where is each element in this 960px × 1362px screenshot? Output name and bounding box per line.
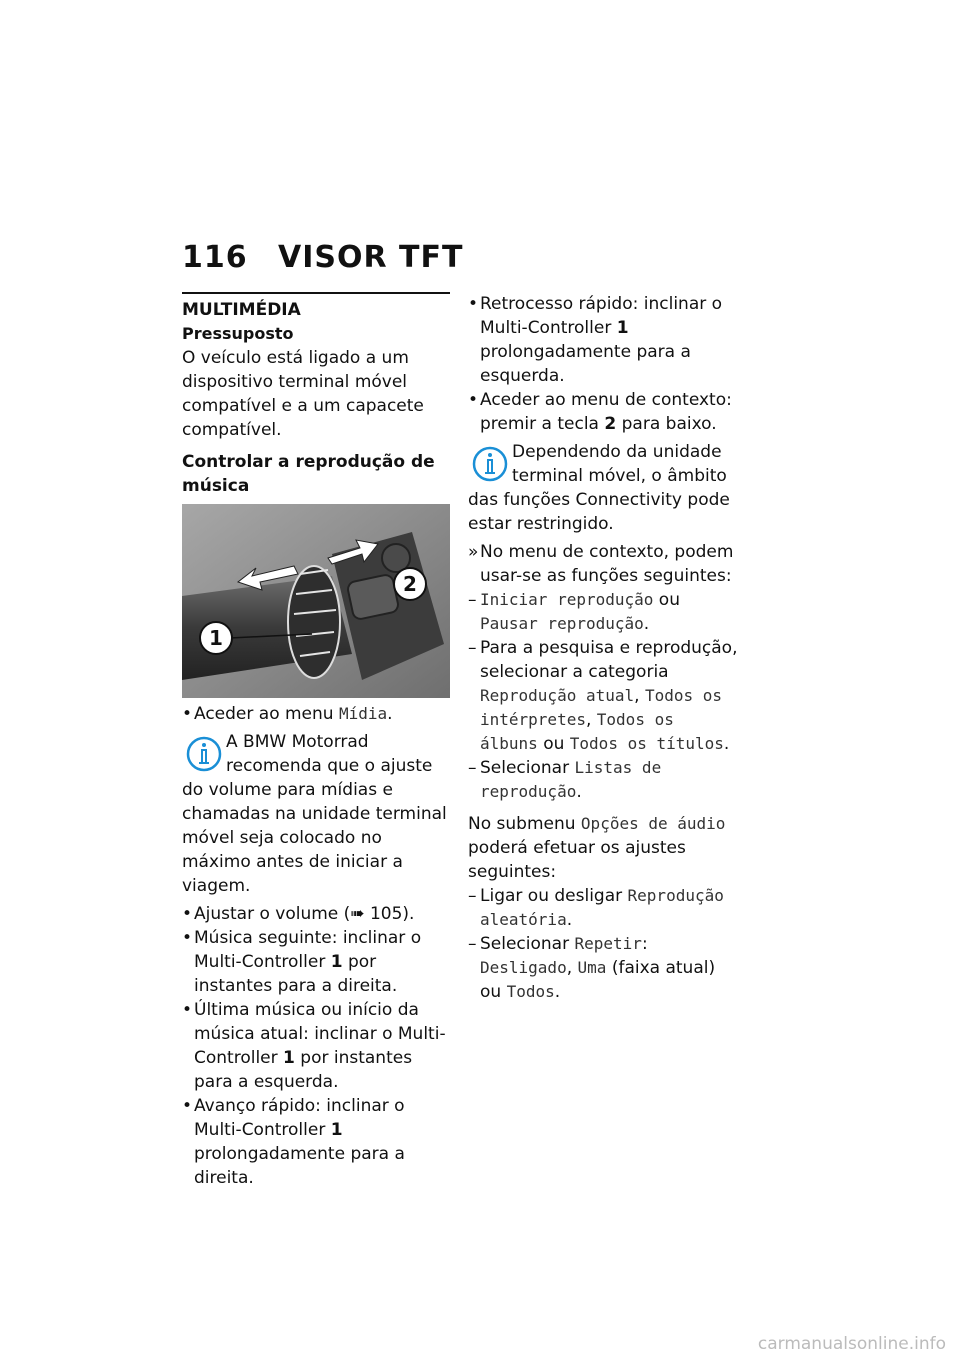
note-text: Dependendo da unidade terminal móvel, o âmbito das funções Connectivity pode estar restringido.: [468, 442, 730, 534]
right-column: [468, 292, 740, 1004]
bullet-icon: •: [468, 294, 479, 314]
watermark-footer: carmanualsonline.info: [757, 1334, 946, 1354]
info-icon: [468, 440, 508, 486]
menu-code: Reprodução aleatória: [480, 886, 724, 929]
prereq-title: Pressuposto: [182, 324, 294, 343]
dash-item: [468, 756, 740, 804]
control-title: Controlar a reprodução de música: [182, 452, 435, 496]
item-text: ou: [653, 590, 680, 610]
menu-code: Reprodução atual: [480, 686, 635, 705]
menu-code: Todos os títulos: [569, 734, 724, 753]
page-ref-arrow-icon: ➠: [350, 904, 365, 924]
list-item: [468, 388, 740, 436]
item-text: (faixa atual) ou: [480, 958, 716, 1002]
dash-item: [468, 932, 740, 1004]
controller-number: 1: [616, 318, 629, 338]
handlebar-controller-figure: [182, 504, 450, 698]
item-text: Para a pesquisa e reprodução, selecionar a categoria: [480, 638, 738, 682]
bullet-icon: •: [182, 704, 193, 724]
controller-number: 1: [330, 952, 343, 972]
dash-icon: –: [468, 758, 477, 778]
item-text: para baixo.: [616, 414, 717, 434]
info-note: [468, 440, 740, 536]
item-text: .: [643, 614, 650, 634]
menu-code: Uma: [577, 958, 607, 977]
item-text: Música seguinte: inclinar o Multi-Controller: [194, 928, 422, 972]
item-text: Aceder ao menu: [194, 704, 339, 724]
list-item: [182, 998, 450, 1094]
handlebar-illustration: [182, 504, 450, 698]
item-text: Última música ou início da música atual: inclinar o Multi-Controller: [194, 1000, 446, 1068]
dash-icon: –: [468, 934, 477, 954]
page-ref: 105: [369, 904, 403, 924]
item-text: .: [554, 982, 561, 1002]
menu-code: Opções de áudio: [580, 814, 726, 833]
controller-number: 1: [330, 1120, 343, 1140]
menu-code: Iniciar reprodução: [480, 590, 654, 609]
item-text: No menu de contexto, podem usar-se as funções seguintes:: [480, 542, 734, 586]
menu-code: Pausar reprodução: [480, 614, 644, 633]
page-header: [182, 240, 463, 275]
menu-code: Mídia: [338, 704, 388, 723]
item-text: .: [723, 734, 730, 754]
dash-icon: –: [468, 590, 477, 610]
result-item: [468, 540, 740, 588]
item-text: por instantes para a esquerda.: [194, 1048, 413, 1092]
key-number: 2: [604, 414, 617, 434]
menu-code: Repetir: [574, 934, 642, 953]
item-text: Selecionar: [480, 758, 575, 778]
item-text: .: [576, 782, 582, 802]
menu-code: Listas de reprodução: [480, 758, 662, 801]
dash-item: [468, 884, 740, 932]
bullet-icon: •: [182, 904, 193, 924]
figure-label-1: 1: [209, 626, 223, 650]
item-text: ,: [566, 958, 578, 978]
list-item: [468, 292, 740, 388]
left-column: [182, 292, 450, 1190]
item-text: prolongadamente para a direita.: [194, 1144, 405, 1188]
section-title: MULTIMÉDIA: [182, 300, 301, 320]
submenu-intro: [468, 812, 740, 884]
list-item: [182, 1094, 450, 1190]
item-text: Ajustar o volume (: [194, 904, 351, 924]
note-text: A BMW Motorrad recomenda que o ajuste do volume para mídias e chamadas na unidade terminal móvel seja colocado no máximo antes de iniciar a viagem.: [182, 732, 447, 896]
menu-code: Todos os álbuns: [480, 710, 674, 753]
item-text: Retrocesso rápido: inclinar o Multi-Controller: [480, 294, 723, 338]
menu-code: Todos os intérpretes: [480, 686, 722, 729]
info-icon: [182, 730, 222, 776]
dash-item: [468, 588, 740, 636]
figure-label-2: 2: [403, 572, 417, 596]
list-item: [182, 702, 450, 726]
item-text: prolongadamente para a esquerda.: [480, 342, 691, 386]
menu-code: Todos: [506, 982, 555, 1001]
info-note: [182, 730, 450, 898]
page-title: VISOR TFT: [278, 240, 464, 275]
item-text: :: [641, 934, 648, 954]
bullet-icon: •: [182, 1096, 193, 1116]
controller-number: 1: [283, 1048, 295, 1068]
item-text: ou: [537, 734, 570, 754]
bullet-icon: •: [468, 390, 479, 410]
bullet-icon: •: [182, 1000, 193, 1020]
prereq-text: O veículo está ligado a um dispositivo terminal móvel compatível e a um capacete compatível.: [182, 348, 424, 440]
item-text: Selecionar: [480, 934, 575, 954]
section-rule: [182, 292, 450, 294]
dash-icon: –: [468, 638, 477, 658]
menu-code: Desligado: [480, 958, 567, 977]
list-item: [182, 902, 450, 926]
list-item: [182, 926, 450, 998]
item-text: poderá efetuar os ajustes seguintes:: [468, 838, 686, 882]
item-text: Avanço rápido: inclinar o Multi-Controller: [194, 1096, 405, 1140]
dash-item: – Para a pesquisa e reprodução, selecionar a categoria Reprodução atual, Todos os intérpretes, Todos os álbuns ou Todos os títulos.: [468, 638, 738, 754]
item-text: .: [387, 704, 393, 724]
item-text: Aceder ao menu de contexto: premir a tecla: [480, 390, 732, 434]
item-text: .: [566, 910, 573, 930]
item-text: No submenu: [468, 814, 581, 834]
item-text: Ligar ou desligar: [480, 886, 628, 906]
dash-icon: –: [468, 886, 477, 906]
bullet-icon: •: [182, 928, 193, 948]
result-arrow-icon: »: [468, 542, 479, 562]
item-text: ).: [402, 904, 415, 924]
item-text: por instantes para a direita.: [194, 952, 398, 996]
page-number: 116: [182, 240, 248, 275]
